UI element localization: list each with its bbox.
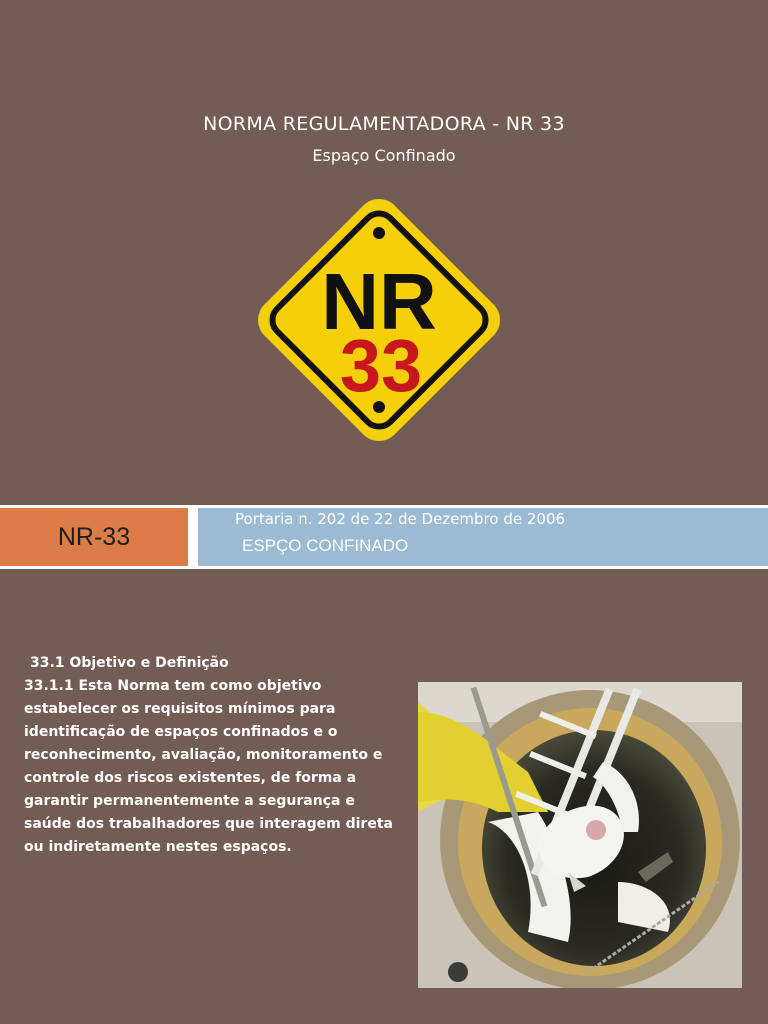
logo-text-nr: NR (321, 257, 437, 346)
page-title: NORMA REGULAMENTADORA - NR 33 (203, 113, 565, 135)
section-heading: 33.1 Objetivo e Definição (30, 655, 229, 671)
section-paragraph: 33.1.1 Esta Norma tem como objetivo estabelecer os requisitos mínimos para identificação de espaços confinados e o reconhecimento, avaliação, monitoramento e controle dos riscos existentes, de forma a garantir permanentemente a segurança e saúde dos trabalhadores que interagem direta ou indiretamente nestes espaços. (24, 678, 393, 855)
nr33-sign-logo (248, 188, 510, 452)
logo-text-33: 33 (339, 324, 423, 407)
page-subtitle: Espaço Confinado (312, 146, 456, 165)
confined-space-photo (418, 682, 742, 988)
body-text-block (24, 652, 404, 859)
topic-text: ESPÇO CONFINADO (242, 536, 409, 555)
banner-label: NR-33 (57, 522, 131, 551)
portaria-text: Portaria n. 202 de 22 de Dezembro de 2006 (235, 510, 566, 528)
banner-info-box (198, 508, 768, 566)
banner-label-box (0, 508, 188, 566)
